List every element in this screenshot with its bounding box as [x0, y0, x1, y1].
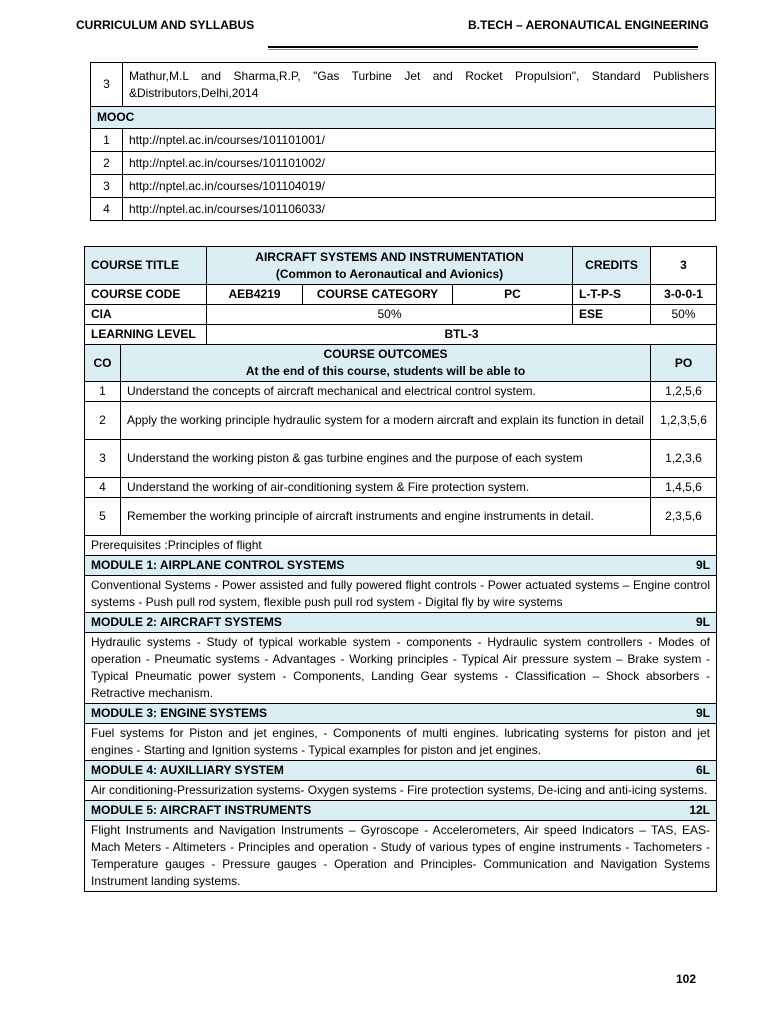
- module-hours: 9L: [696, 706, 711, 720]
- outcome-po: 1,2,3,6: [651, 440, 717, 478]
- mooc-link[interactable]: http://nptel.ac.in/courses/101101002/: [123, 152, 716, 175]
- module-title: MODULE 5: AIRCRAFT INSTRUMENTS: [91, 803, 312, 817]
- module-title: MODULE 4: AUXILLIARY SYSTEM: [91, 763, 284, 777]
- outcome-text: Understand the working piston & gas turbine engines and the purpose of each system: [121, 440, 651, 478]
- outcome-text: Understand the working of air-conditioning system & Fire protection system.: [121, 478, 651, 498]
- mooc-row: [91, 129, 716, 152]
- reference-number: 3: [91, 63, 123, 107]
- outcome-row: [85, 440, 717, 478]
- mooc-row: [91, 198, 716, 221]
- header-curriculum: CURRICULUM AND SYLLABUS: [76, 18, 255, 32]
- module-heading: [85, 761, 717, 781]
- course-table: [84, 246, 717, 892]
- cia-label: CIA: [85, 305, 207, 325]
- credits-label: CREDITS: [573, 247, 651, 285]
- course-title: [207, 247, 573, 285]
- outcome-row: [85, 382, 717, 402]
- mooc-number: 2: [91, 152, 123, 175]
- outcome-text: Apply the working principle hydraulic system for a modern aircraft and explain its function in detail: [121, 402, 651, 440]
- mooc-number: 4: [91, 198, 123, 221]
- ese-label: ESE: [573, 305, 651, 325]
- course-code-label: COURSE CODE: [85, 285, 207, 305]
- module-hours: 12L: [689, 803, 711, 817]
- module-heading: [85, 556, 717, 576]
- course-title-line1: AIRCRAFT SYSTEMS AND INSTRUMENTATION: [255, 249, 524, 264]
- module-content: Hydraulic systems - Study of typical workable system - components - Hydraulic system controllers - Modes of operation - Pneumatic systems - Advantages - Working principles - Typical Air pressure system – Brake system - Typical Pneumatic power system - Components, Landing Gear systems - Classification – Shock absorbers - Retractive mechanism.: [85, 633, 717, 704]
- module-heading: [85, 613, 717, 633]
- module-content: Flight Instruments and Navigation Instruments – Gyroscope - Accelerometers, Air speed Indicators – TAS, EAS- Mach Meters - Altimeters - Principles and operation - Study of various types of engine instruments - Tachometers - Temperature gauges - Pressure gauges - Operation and Principles- Communication and Navigation Systems Instrument landing systems.: [85, 821, 717, 892]
- mooc-row: [91, 152, 716, 175]
- module-title: MODULE 1: AIRPLANE CONTROL SYSTEMS: [91, 558, 345, 572]
- outcome-row: [85, 478, 717, 498]
- header-rule-thin: [268, 49, 698, 50]
- mooc-row: [91, 175, 716, 198]
- outcome-po: 1,2,3,5,6: [651, 402, 717, 440]
- outcome-number: 2: [85, 402, 121, 440]
- outcomes-subtitle: At the end of this course, students will be able to: [245, 364, 526, 378]
- mooc-link[interactable]: http://nptel.ac.in/courses/101106033/: [123, 198, 716, 221]
- module-content: Air conditioning-Pressurization systems- Oxygen systems - Fire protection systems, De-icing and anti-icing systems.: [85, 781, 717, 801]
- ese-value: 50%: [651, 305, 717, 325]
- cia-value: 50%: [207, 305, 573, 325]
- outcome-row: [85, 498, 717, 536]
- outcome-text: Understand the concepts of aircraft mechanical and electrical control system.: [121, 382, 651, 402]
- module-hours: 9L: [696, 615, 711, 629]
- course-category-label: COURSE CATEGORY: [303, 285, 453, 305]
- ltps-label: L-T-P-S: [573, 285, 651, 305]
- module-content: Conventional Systems - Power assisted and fully powered flight controls - Power actuated systems – Engine control systems - Push pull rod system, flexible push pull rod system - Digital fly by wire systems: [85, 576, 717, 613]
- module-title: MODULE 2: AIRCRAFT SYSTEMS: [91, 615, 282, 629]
- module-title: MODULE 3: ENGINE SYSTEMS: [91, 706, 268, 720]
- module-heading: [85, 704, 717, 724]
- reference-row: [91, 63, 716, 107]
- outcomes-title: COURSE OUTCOMES: [323, 347, 448, 361]
- page-number: 102: [676, 972, 697, 986]
- outcome-number: 4: [85, 478, 121, 498]
- mooc-number: 1: [91, 129, 123, 152]
- module-heading: [85, 801, 717, 821]
- outcomes-header: [121, 345, 651, 382]
- outcome-number: 3: [85, 440, 121, 478]
- module-hours: 9L: [696, 558, 711, 572]
- module-hours: 6L: [696, 763, 711, 777]
- course-category-value: PC: [453, 285, 573, 305]
- po-header: PO: [651, 345, 717, 382]
- course-title-line2: (Common to Aeronautical and Avionics): [275, 266, 504, 281]
- learning-level-label: LEARNING LEVEL: [85, 325, 207, 345]
- course-code-value: AEB4219: [207, 285, 303, 305]
- outcome-text: Remember the working principle of aircraft instruments and engine instruments in detail.: [121, 498, 651, 536]
- outcome-po: 2,3,5,6: [651, 498, 717, 536]
- outcome-po: 1,2,5,6: [651, 382, 717, 402]
- course-title-label: COURSE TITLE: [85, 247, 207, 285]
- outcome-po: 1,4,5,6: [651, 478, 717, 498]
- mooc-link[interactable]: http://nptel.ac.in/courses/101101001/: [123, 129, 716, 152]
- outcome-number: 1: [85, 382, 121, 402]
- header-rule: [268, 46, 698, 48]
- outcome-row: [85, 402, 717, 440]
- reference-text: Mathur,M.L and Sharma,R.P, "Gas Turbine Jet and Rocket Propulsion", Standard Publishers &Distributors,Delhi,2014: [123, 63, 716, 107]
- mooc-label: MOOC: [91, 107, 716, 129]
- mooc-link[interactable]: http://nptel.ac.in/courses/101104019/: [123, 175, 716, 198]
- mooc-number: 3: [91, 175, 123, 198]
- module-content: Fuel systems for Piston and jet engines, - Components of multi engines. lubricating systems for piston and jet engines - Starting and Ignition systems - Typical examples for piston and jet engines.: [85, 724, 717, 761]
- outcome-number: 5: [85, 498, 121, 536]
- header-program: B.TECH – AERONAUTICAL ENGINEERING: [468, 18, 709, 32]
- co-header: CO: [85, 345, 121, 382]
- credits-value: 3: [651, 247, 717, 285]
- prerequisites: Prerequisites :Principles of flight: [85, 536, 717, 556]
- ltps-value: 3-0-0-1: [651, 285, 717, 305]
- references-table: [90, 62, 716, 221]
- learning-level-value: BTL-3: [207, 325, 717, 345]
